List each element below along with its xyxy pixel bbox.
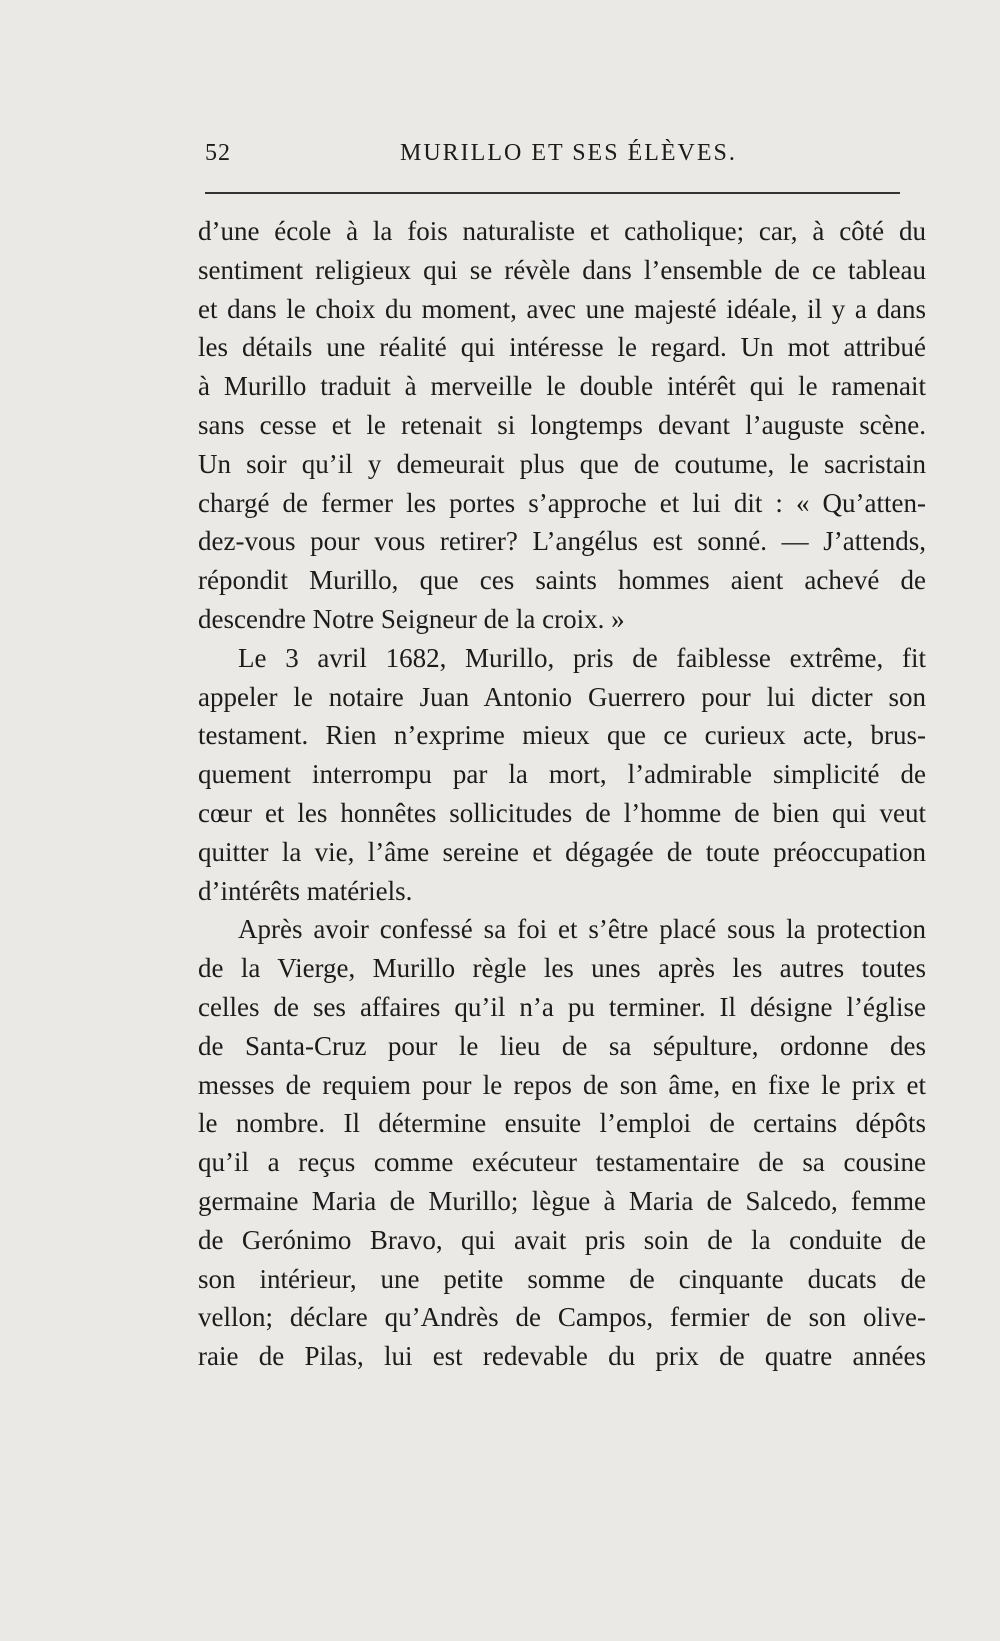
- body-text: [198, 212, 926, 1376]
- text-line: à Murillo traduit à merveille le double intérêt qui le ramenait: [198, 371, 926, 402]
- text-line: testament. Rien n’exprime mieux que ce curieux acte, brus-: [198, 720, 926, 751]
- text-line: de la Vierge, Murillo règle les unes après les autres toutes: [198, 953, 926, 984]
- text-line: dez-vous pour vous retirer? L’angélus est sonné. — J’attends,: [198, 526, 926, 557]
- text-line: et dans le choix du moment, avec une majesté idéale, il y a dans: [198, 293, 926, 324]
- running-title: MURILLO ET SES ÉLÈVES.: [400, 140, 737, 166]
- text-line: le nombre. Il détermine ensuite l’emploi de certains dépôts: [198, 1108, 926, 1139]
- text-line: [198, 1066, 926, 1105]
- text-line: de Santa-Cruz pour le lieu de sa sépulture, ordonne des: [198, 1030, 926, 1061]
- text-line: son intérieur, une petite somme de cinquante ducats de: [198, 1263, 926, 1294]
- text-line: cœur et les honnêtes sollicitudes de l’homme de bien qui veut: [198, 797, 926, 828]
- text-line: chargé de fermer les portes s’approche et lui dit : « Qu’atten-: [198, 487, 926, 518]
- text-line: Un soir qu’il y demeurait plus que de coutume, le sacristain: [198, 448, 926, 479]
- page-header: [205, 140, 925, 180]
- italic-word-vellon: vellon;: [198, 1302, 273, 1333]
- text-line: de Gerónimo Bravo, qui avait pris soin de la conduite de: [198, 1224, 926, 1255]
- text-line: sentiment religieux qui se révèle dans l’ensemble de ce tableau: [198, 254, 926, 285]
- text-line: quitter la vie, l’âme sereine et dégagée de toute préoccupation: [198, 836, 926, 867]
- paragraph-3: [198, 910, 926, 1376]
- text-line: d’une école à la fois naturaliste et catholique; car, à côté du: [198, 216, 926, 246]
- italic-word-requiem: requiem: [322, 1069, 411, 1100]
- header-rule: [205, 192, 900, 194]
- text-run: messes de: [198, 1069, 323, 1100]
- text-line: descendre Notre Seigneur de la croix. »: [198, 603, 625, 634]
- text-line: sans cesse et le retenait si longtemps devant l’auguste scène.: [198, 409, 926, 440]
- text-line: celles de ses affaires qu’il n’a pu terminer. Il désigne l’église: [198, 991, 926, 1022]
- text-line: raie de Pilas, lui est redevable du prix de quatre années: [198, 1341, 926, 1372]
- text-line: quement interrompu par la mort, l’admirable simplicité de: [198, 759, 926, 790]
- text-line: Après avoir confessé sa foi et s’être placé sous la protection: [238, 914, 926, 945]
- paragraph-1: [198, 212, 926, 639]
- text-line: répondit Murillo, que ces saints hommes aient achevé de: [198, 565, 926, 596]
- paragraph-2: [198, 639, 926, 911]
- text-line: appeler le notaire Juan Antonio Guerrero pour lui dicter son: [198, 681, 926, 712]
- text-line: d’intérêts matériels.: [198, 875, 413, 906]
- page-number: 52: [205, 140, 231, 166]
- text-line: [198, 1298, 926, 1337]
- text-run: pour le repos de son âme, en fixe le prix et: [410, 1069, 926, 1100]
- text-line: germaine Maria de Murillo; lègue à Maria de Salcedo, femme: [198, 1185, 926, 1216]
- text-line: les détails une réalité qui intéresse le regard. Un mot attribué: [198, 332, 926, 363]
- text-run: déclare qu’Andrès de Campos, fermier de son olive-: [273, 1302, 926, 1333]
- text-line: qu’il a reçus comme exécuteur testamentaire de sa cousine: [198, 1147, 926, 1178]
- text-line: Le 3 avril 1682, Murillo, pris de faiblesse extrême, fit: [238, 642, 926, 673]
